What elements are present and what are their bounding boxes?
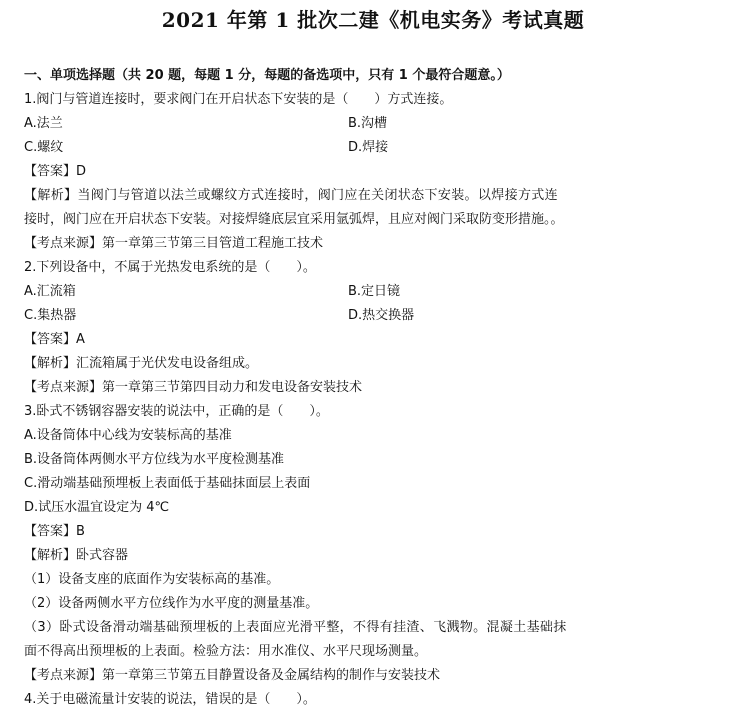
question-2-options-row-1 (24, 280, 724, 304)
document-title: 2021 年第 1 批次二建《机电实务》考试真题 (161, 8, 585, 32)
question-1-options-row-2 (24, 136, 724, 160)
question-2-option-d: D.热交换器 (348, 308, 415, 323)
question-3-option-b: B.设备筒体两侧水平方位线为水平度检测基准 (24, 452, 285, 467)
question-3-option-d: D.试压水温宜设定为 4℃ (24, 500, 170, 515)
question-1-option-d: D.焊接 (348, 140, 389, 155)
question-1-stem: 1.阀门与管道连接时，要求阀门在开启状态下安装的是（ ）方式连接。 (24, 92, 453, 107)
question-3-point-3-line-2: 面不得高出预埋板的上表面。检验方法：用水准仪、水平尺现场测量。 (24, 644, 428, 659)
document-body (24, 64, 724, 709)
question-2-option-a: A.汇流箱 (24, 284, 76, 299)
question-2-option-b: B.定日镜 (348, 284, 401, 299)
question-1-analysis-line-2: 接时，阀门应在开启状态下安装。对接焊缝底层宜采用氩弧焊，且应对阀门采取防变形措施。。 (24, 212, 564, 227)
question-1-option-c: C.螺纹 (24, 140, 64, 155)
question-3-option-c: C.滑动端基础预埋板上表面低于基础抹面层上表面 (24, 476, 311, 491)
question-3-answer: 【答案】B (24, 524, 85, 539)
question-3-point-1: （1）设备支座的底面作为安装标高的基准。 (24, 572, 280, 587)
question-3-stem: 3.卧式不锈钢容器安装的说法中，正确的是（ ）。 (24, 404, 329, 419)
question-3-analysis-heading: 【解析】卧式容器 (24, 548, 129, 563)
question-3-source: 【考点来源】第一章第三节第五目静置设备及金属结构的制作与安装技术 (24, 668, 441, 683)
question-2-options-row-2 (24, 304, 724, 328)
question-1-answer: 【答案】D (24, 164, 87, 179)
question-1-options-row-1 (24, 112, 724, 136)
question-1-source: 【考点来源】第一章第三节第三目管道工程施工技术 (24, 236, 324, 251)
question-1-option-a: A.法兰 (24, 116, 63, 131)
question-2-analysis: 【解析】汇流箱属于光伏发电设备组成。 (24, 356, 259, 371)
question-3-point-3-line-1: （3）卧式设备滑动端基础预埋板的上表面应光滑平整，不得有挂渣、飞溅物。混凝土基础抹 (24, 620, 567, 635)
section-heading: 一、单项选择题（共 20 题，每题 1 分，每题的备选项中，只有 1 个最符合题意。） (24, 68, 510, 83)
question-3-option-a: A.设备筒体中心线为安装标高的基准 (24, 428, 232, 443)
question-3-point-2: （2）设备两侧水平方位线作为水平度的测量基准。 (24, 596, 319, 611)
question-1-analysis-line-1: 【解析】当阀门与管道以法兰或螺纹方式连接时，阀门应在关闭状态下安装。以焊接方式连 (24, 188, 559, 203)
question-2-source: 【考点来源】第一章第三节第四目动力和发电设备安装技术 (24, 380, 363, 395)
question-2-stem: 2.下列设备中，不属于光热发电系统的是（ ）。 (24, 260, 316, 275)
question-1-option-b: B.沟槽 (348, 116, 388, 131)
question-2-answer: 【答案】A (24, 332, 85, 347)
question-4-stem: 4.关于电磁流量计安装的说法，错误的是（ ）。 (24, 692, 316, 707)
question-2-option-c: C.集热器 (24, 308, 77, 323)
